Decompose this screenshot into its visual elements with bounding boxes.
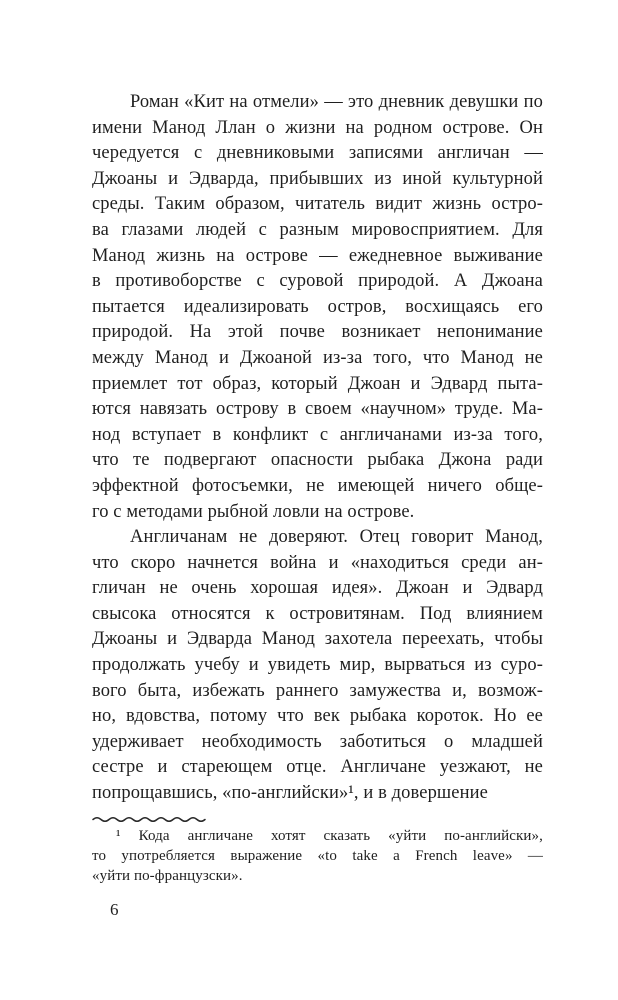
text-line: приемлет тот образ, который Джоан и Эдвард пыта- — [92, 373, 543, 394]
text-line: чередуется с дневниковыми записями англичан — — [92, 143, 543, 164]
paragraph — [92, 90, 543, 525]
page-number: 6 — [110, 899, 119, 919]
text-line: среды. Таким образом, читатель видит жизнь остро- — [92, 194, 543, 215]
text-line: свысока относятся к островитянам. Под влиянием — [92, 603, 543, 624]
paragraph — [92, 525, 543, 807]
text-line: в противоборстве с суровой природой. А Джоана — [92, 271, 543, 292]
text-line: что те подвергают опасности рыбака Джона ради — [92, 450, 543, 471]
text-line: Джоаны и Эдварда Манод захотела переехать, чтобы — [92, 629, 543, 650]
text-line: что скоро начнется война и «находиться среди ан- — [92, 552, 543, 573]
footnote-line: то употребляется выражение «to take a French leave» — — [92, 847, 543, 864]
text-line: имени Манод Ллан о жизни на родном острове. Он — [92, 117, 543, 138]
text-line: ются навязать острову в своем «научном» труде. Ма- — [92, 399, 543, 420]
footnote — [92, 826, 543, 886]
text-line: попрощавшись, «по-английски»¹, и в довершение — [92, 783, 488, 804]
text-line: между Манод и Джоаной из-за того, что Манод не — [92, 347, 543, 368]
text-line: Англичанам не доверяют. Отец говорит Манод, — [130, 527, 543, 548]
body-text — [92, 90, 543, 807]
text-line: ва глазами людей с разным мировосприятием. Для — [92, 219, 543, 240]
text-line: Роман «Кит на отмели» — это дневник девушки по — [130, 92, 543, 112]
text-line: нод вступает в конфликт с англичанами из-за того, — [92, 424, 543, 445]
text-line: удерживает необходимость заботиться о младшей — [92, 731, 543, 752]
text-line: продолжать учебу и увидеть мир, вырваться из суро- — [92, 655, 543, 676]
text-line: Джоаны и Эдварда, прибывших из иной культурной — [92, 168, 543, 189]
text-line: природой. На этой почве возникает непонимание — [92, 322, 543, 343]
text-line: вого быта, избежать раннего замужества и, возмож- — [92, 680, 543, 701]
text-line: сестре и стареющем отце. Англичане уезжают, не — [92, 757, 543, 778]
footnote-line: ¹ Кода англичане хотят сказать «уйти по-английски», — [116, 827, 543, 844]
text-line: Манод жизнь на острове — ежедневное выживание — [92, 245, 543, 266]
footnote-line: «уйти по-французски». — [92, 867, 243, 884]
footnote-separator — [92, 815, 206, 824]
text-line: го с методами рыбной ловли на острове. — [92, 501, 415, 522]
text-block — [92, 90, 543, 920]
text-line: гличан не очень хорошая идея». Джоан и Эдвард — [92, 578, 543, 599]
text-line: эффектной фотосъемки, не имеющей ничего обще- — [92, 475, 543, 496]
text-line: пытается идеализировать остров, восхищаясь его — [92, 296, 543, 317]
text-line: но, вдовства, потому что век рыбака короток. Но ее — [92, 706, 543, 727]
